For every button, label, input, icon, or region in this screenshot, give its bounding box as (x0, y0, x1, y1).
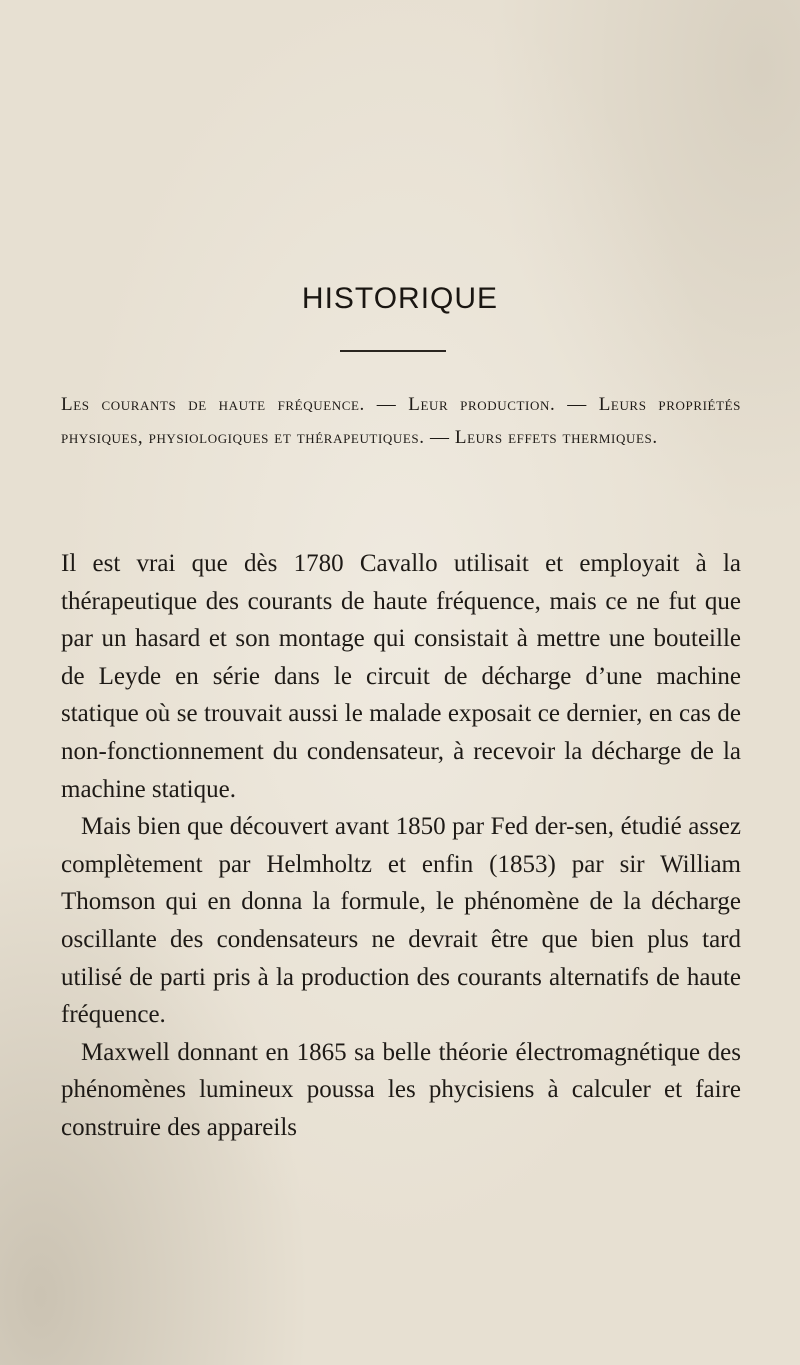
paragraph: Maxwell donnant en 1865 sa belle théorie électromagnétique des phénomènes lumineux poussa les phycisiens à calculer et faire construire des appareils (61, 1038, 741, 1141)
page-title: HISTORIQUE (301, 282, 499, 315)
paragraph: Mais bien que découvert avant 1850 par Fed der-sen, étudié assez complètement par Helmholtz et enfin (1853) par sir William Thomson qui en donna la formule, le phénomène de la décharge oscillante des condensateurs ne devrait être que bien plus tard utilisé de parti pris à la production des courants alternatifs de haute fréquence. (61, 813, 741, 1029)
body-text (61, 545, 741, 1147)
paragraph: Il est vrai que dès 1780 Cavallo utilisait et employait à la thérapeutique des courants de haute fréquence, mais ce ne fut que par un hasard et son montage qui consistait à mettre une bouteille de Leyde en série dans le circuit de décharge d’une machine statique où se trouvait aussi le malade exposait ce dernier, en cas de non-fonctionnement du condensateur, à recevoir la décharge de la machine statique. (61, 550, 741, 803)
chapter-summary: Les courants de haute fréquence. — Leur production. — Leurs propriétés physiques, physiologiques et thérapeutiques. — Leurs effets thermiques. (61, 394, 741, 448)
title-divider (340, 350, 446, 352)
